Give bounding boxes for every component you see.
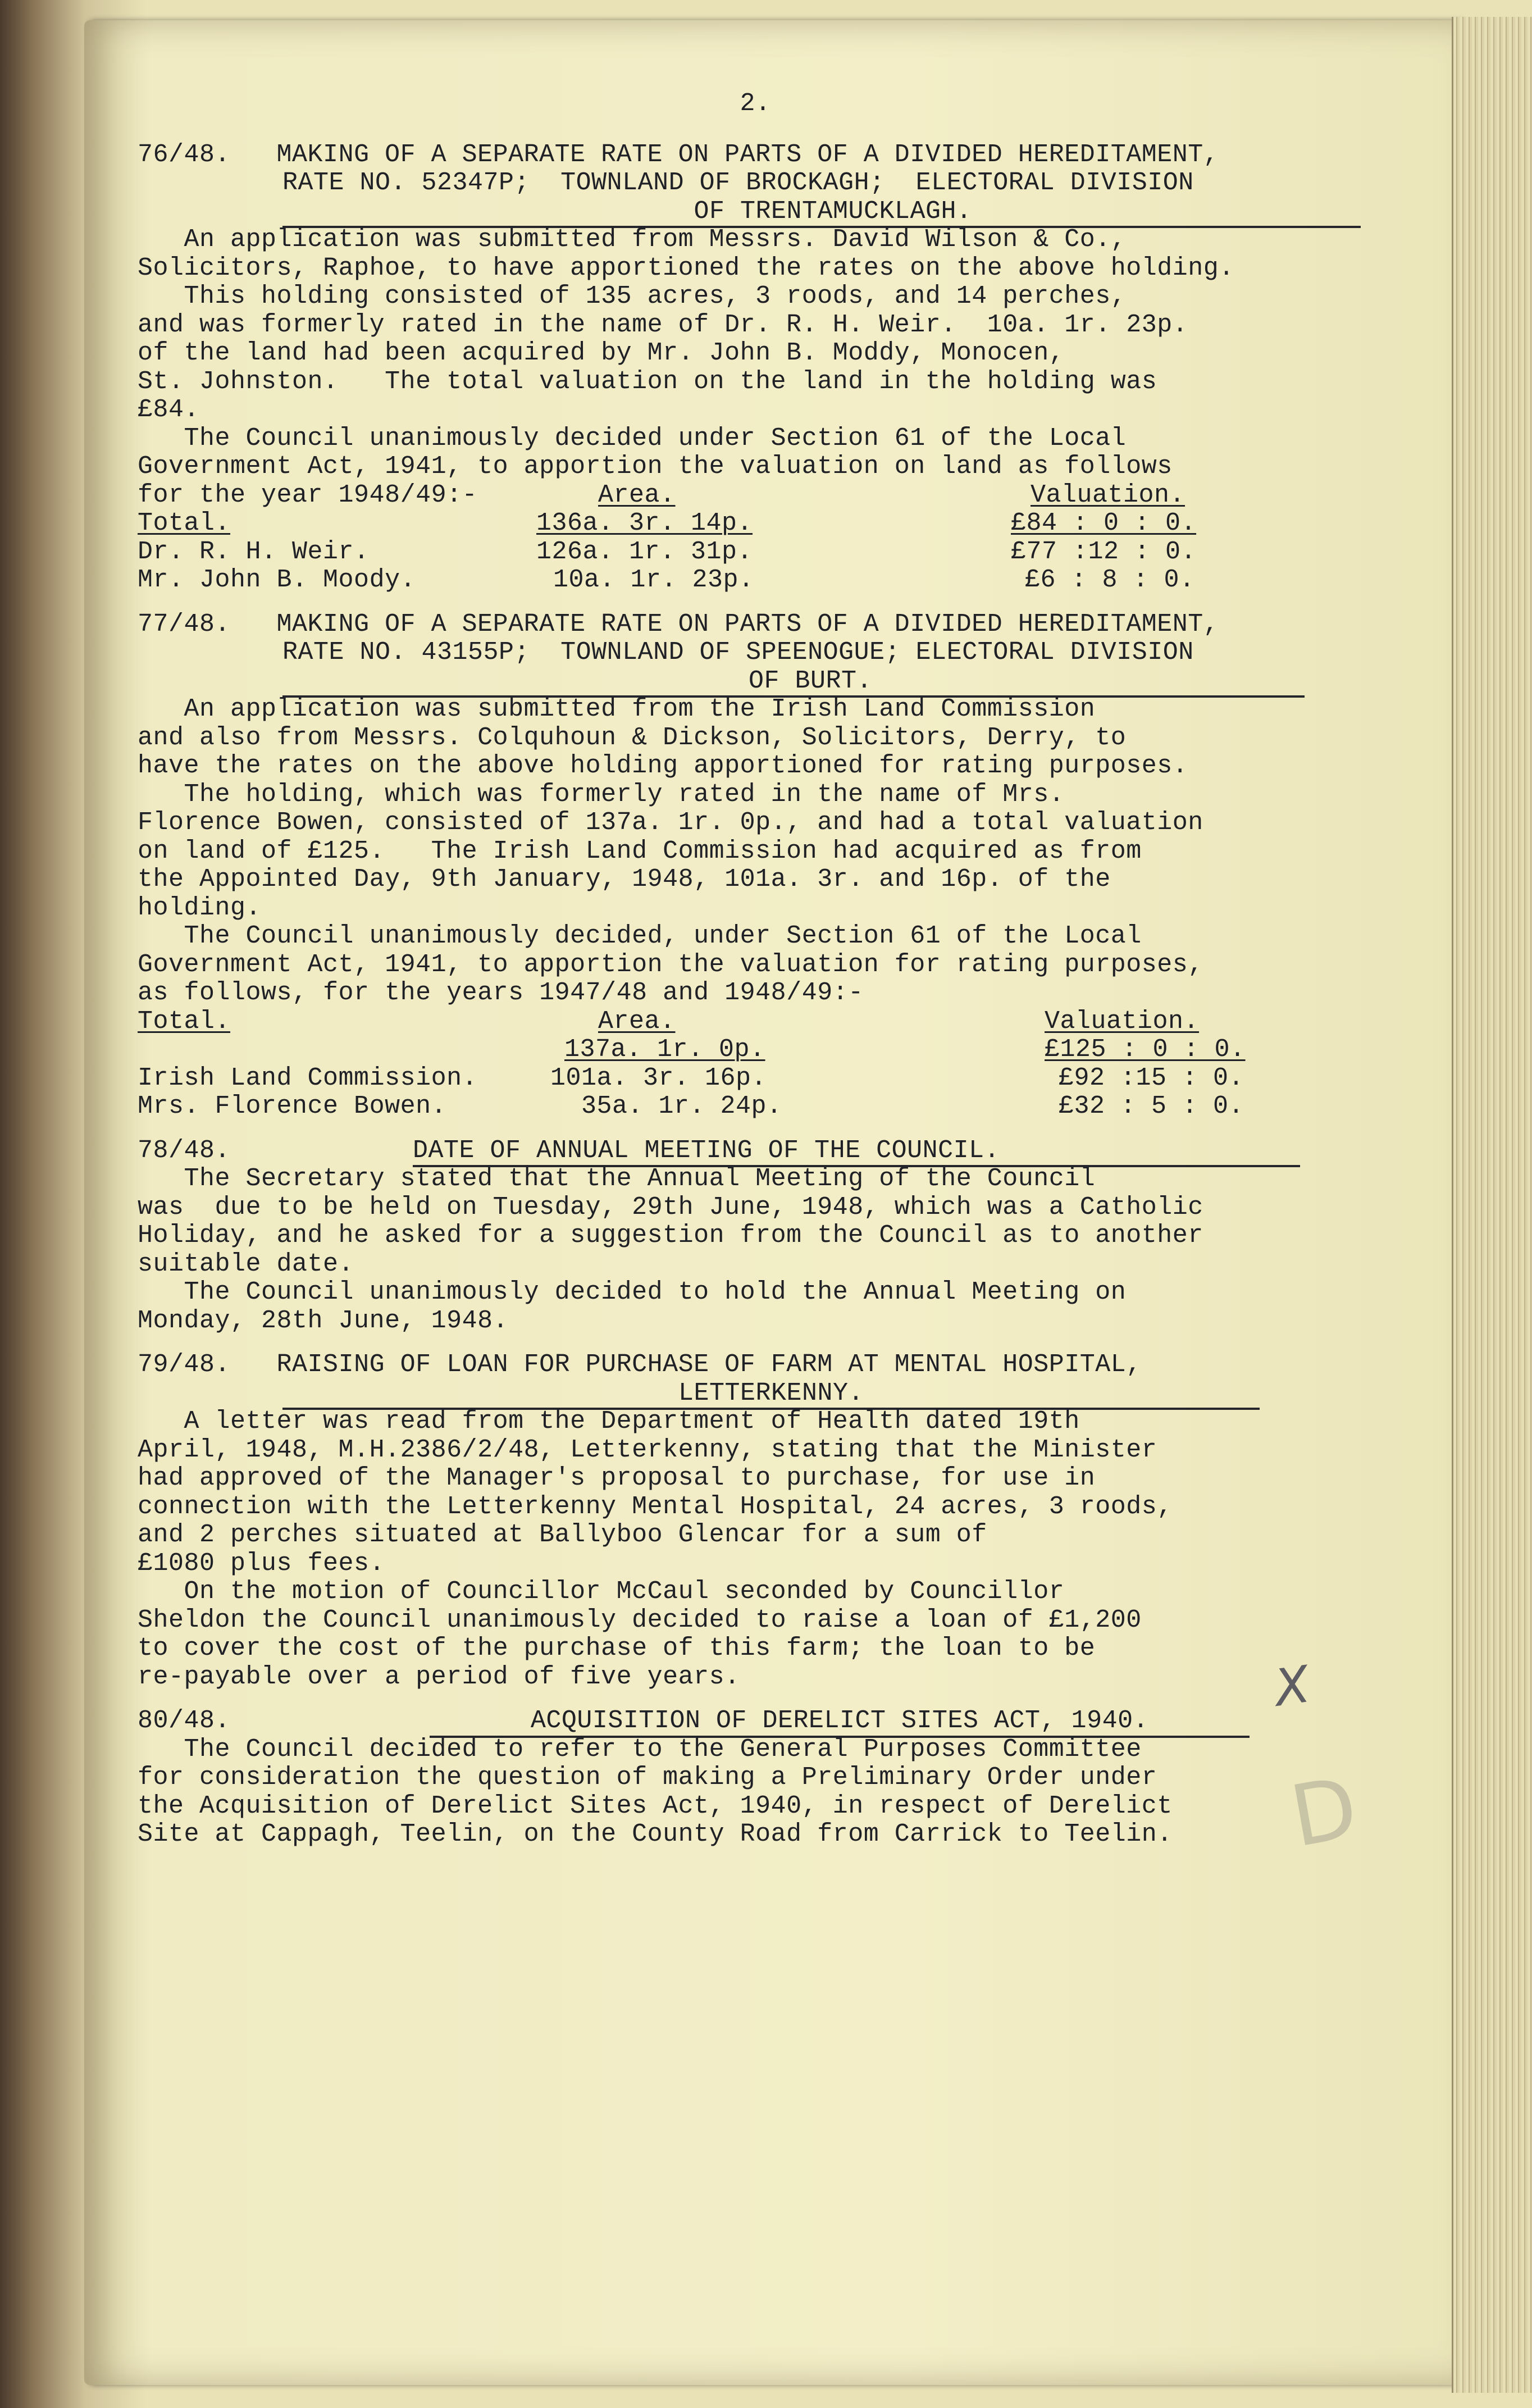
body-line: on land of £125. The Irish Land Commission had acquired as from xyxy=(138,836,1142,866)
body-line: St. Johnston. The total valuation on the land in the holding was xyxy=(138,367,1157,396)
body-line: was due to be held on Tuesday, 29th June, 1948, which was a Catholic xyxy=(138,1192,1203,1222)
item-heading-line xyxy=(138,1137,1339,1166)
item-heading-line: LETTERKENNY. xyxy=(138,1380,1339,1408)
table-row: Total. 136a. 3r. 14p. £84 : 0 : 0. xyxy=(138,509,1197,538)
item-heading-line xyxy=(138,141,1339,170)
body-line: Government Act, 1941, to apportion the valuation on land as follows xyxy=(138,452,1173,481)
item-number: 77/48. xyxy=(138,609,231,639)
item-76-48 xyxy=(138,141,1339,595)
body-line: Florence Bowen, consisted of 137a. 1r. 0p., and had a total valuation xyxy=(138,808,1203,837)
total-label: Total. xyxy=(138,1007,231,1036)
body-line: On the motion of Councillor McCaul seconded by Councillor xyxy=(138,1577,1065,1606)
body-line: the Appointed Day, 9th January, 1948, 101a. 3r. and 16p. of the xyxy=(138,865,1111,894)
body-line: re-payable over a period of five years. xyxy=(138,1662,740,1691)
item-heading: RAISING OF LOAN FOR PURCHASE OF FARM AT MENTAL HOSPITAL, xyxy=(276,1350,1142,1379)
item-heading: MAKING OF A SEPARATE RATE ON PARTS OF A DIVIDED HEREDITAMENT, xyxy=(276,609,1219,639)
table-row: Mr. John B. Moody. 10a. 1r. 23p. £6 : 8 : 0. xyxy=(138,566,1195,594)
item-79-48 xyxy=(138,1351,1339,1691)
body-line: for consideration the question of making a Preliminary Order under xyxy=(138,1763,1157,1792)
typed-minutes xyxy=(138,90,1339,1849)
area-header: Area. xyxy=(598,480,676,509)
body-line: the Acquisition of Derelict Sites Act, 1940, in respect of Derelict xyxy=(138,1791,1173,1820)
body-line: holding. xyxy=(138,893,262,922)
item-77-48 xyxy=(138,611,1339,1121)
body-line: An application was submitted from Messrs. David Wilson & Co., xyxy=(138,225,1127,254)
body-line: Site at Cappagh, Teelin, on the County Road from Carrick to Teelin. xyxy=(138,1820,1173,1849)
area-header: Area. xyxy=(598,1007,676,1036)
body-line: and 2 perches situated at Ballyboo Glencar for a sum of xyxy=(138,1521,987,1549)
body-line: Holiday, and he asked for a suggestion from the Council as to another xyxy=(138,1221,1203,1250)
body-line: as follows, for the years 1947/48 and 1948/49:- xyxy=(138,978,864,1007)
body-line: £84. xyxy=(138,395,200,424)
item-heading: MAKING OF A SEPARATE RATE ON PARTS OF A DIVIDED HEREDITAMENT, xyxy=(276,140,1219,169)
body-line: The Council unanimously decided to hold the Annual Meeting on xyxy=(138,1278,1127,1307)
table-row: Dr. R. H. Weir. 126a. 1r. 31p. £77 :12 : 0. xyxy=(138,537,1197,566)
body-line: Sheldon the Council unanimously decided to raise a loan of £1,200 xyxy=(138,1605,1142,1635)
item-heading-line: RATE NO. 43155P; TOWNLAND OF SPEENOGUE; ELECTORAL DIVISION xyxy=(282,638,1194,667)
valuation-header: Valuation. xyxy=(1031,480,1186,509)
faint-pencil-mark: D xyxy=(1283,1759,1365,1867)
table-header-line: for the year 1948/49:- Area. Valuation. xyxy=(138,480,1186,509)
body-line: and also from Messrs. Colquhoun & Dickson, Solicitors, Derry, to xyxy=(138,723,1127,752)
table-header-line xyxy=(138,1008,1339,1036)
item-heading-line: OF TRENTAMUCKLAGH. xyxy=(138,198,1339,226)
body-line: This holding consisted of 135 acres, 3 roods, and 14 perches, xyxy=(138,282,1127,311)
body-line: Solicitors, Raphoe, to have apportioned the rates on the above holding. xyxy=(138,253,1234,283)
body-line: Government Act, 1941, to apportion the valuation for rating purposes, xyxy=(138,950,1203,979)
body-line: The Secretary stated that the Annual Meeting of the Council xyxy=(138,1164,1096,1193)
item-heading-line xyxy=(138,1707,1339,1736)
item-78-48 xyxy=(138,1137,1339,1336)
body-line: had approved of the Manager's proposal to purchase, for use in xyxy=(138,1464,1096,1492)
item-heading-line xyxy=(138,1351,1339,1380)
body-line: £1080 plus fees. xyxy=(138,1549,385,1578)
item-number: 79/48. xyxy=(138,1350,231,1379)
body-line: The Council decided to refer to the General Purposes Committee xyxy=(138,1735,1142,1764)
body-line: suitable date. xyxy=(138,1249,354,1278)
body-line: have the rates on the above holding apportioned for rating purposes. xyxy=(138,752,1188,780)
item-number: 76/48. xyxy=(138,140,231,169)
body-line: April, 1948, M.H.2386/2/48, Letterkenny, stating that the Minister xyxy=(138,1435,1157,1464)
body-line: An application was submitted from the Irish Land Commission xyxy=(138,695,1096,723)
body-line: of the land had been acquired by Mr. John B. Moddy, Monocen, xyxy=(138,339,1065,367)
item-heading: ACQUISITION OF DERELICT SITES ACT, 1940. xyxy=(430,1707,1250,1738)
item-heading-line: OF BURT. xyxy=(138,667,1339,696)
body-line: to cover the cost of the purchase of this farm; the loan to be xyxy=(138,1634,1096,1663)
table-row: Irish Land Commission. 101a. 3r. 16p. £92 :15 : 0. xyxy=(138,1063,1244,1093)
item-number: 78/48. xyxy=(138,1136,231,1165)
body-line: The holding, which was formerly rated in the name of Mrs. xyxy=(138,780,1065,809)
body-line: A letter was read from the Department of Health dated 19th xyxy=(138,1407,1080,1436)
page-number: 2. xyxy=(740,89,771,118)
item-heading: DATE OF ANNUAL MEETING OF THE COUNCIL. xyxy=(413,1137,1300,1168)
valuation-header: Valuation. xyxy=(1045,1007,1200,1036)
table-total-row: 137a. 1r. 0p. £125 : 0 : 0. xyxy=(564,1035,1246,1064)
item-heading-line xyxy=(138,611,1339,639)
item-number: 80/48. xyxy=(138,1706,231,1735)
body-line: The Council unanimously decided, under Section 61 of the Local xyxy=(138,922,1142,950)
pencil-x-mark: X xyxy=(1270,1655,1314,1718)
body-line: and was formerly rated in the name of Dr. R. H. Weir. 10a. 1r. 23p. xyxy=(138,310,1188,339)
page-edges xyxy=(1452,17,1532,2393)
body-line: The Council unanimously decided under Section 61 of the Local xyxy=(138,424,1127,453)
body-line: connection with the Letterkenny Mental Hospital, 24 acres, 3 roods, xyxy=(138,1492,1173,1521)
item-heading-line: RATE NO. 52347P; TOWNLAND OF BROCKAGH; ELECTORAL DIVISION xyxy=(282,169,1194,197)
table-row: Mrs. Florence Bowen. 35a. 1r. 24p. £32 : 5 : 0. xyxy=(138,1092,1244,1121)
body-line: Monday, 28th June, 1948. xyxy=(138,1306,509,1335)
item-80-48 xyxy=(138,1707,1339,1849)
